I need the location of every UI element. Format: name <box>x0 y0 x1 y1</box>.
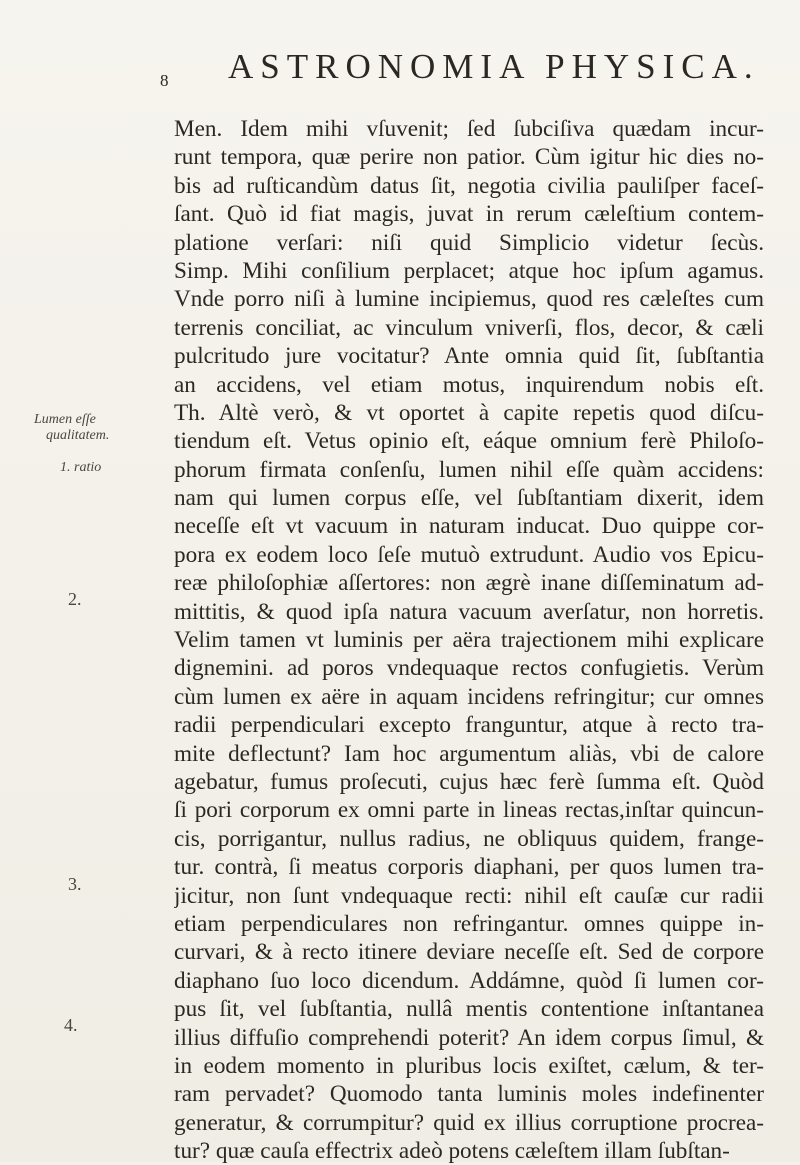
margin-note-ratio-1: 1. ratio <box>60 460 102 475</box>
text-line: etiam perpendiculares non refringantur. omnes quippe in- <box>174 910 764 937</box>
text-line: terrenis conciliat, ac vinculum vniverſi, flos, decor, & cæli <box>174 314 764 341</box>
margin-note-qualitatem: qualitatem. <box>46 428 110 443</box>
text-line: jicitur, non ſunt vndequaque recti: nihil eſt cauſæ cur radii <box>174 882 764 909</box>
text-line: an accidens, vel etiam motus, inquirendum nobis eſt. <box>174 371 764 398</box>
text-line: Simp. Mihi conſilium perplacet; atque hoc ipſum agamus. <box>174 257 764 284</box>
body-text <box>174 115 764 1165</box>
text-line: pora ex eodem loco ſeſe mutuò extrudunt. Audio vos Epicu- <box>174 541 764 568</box>
text-line: radii perpendiculari excepto franguntur, atque à recto tra- <box>174 712 764 739</box>
text-line: Th. Altè verò, & vt oportet à capite repetis quod diſcu- <box>174 399 764 426</box>
margin-note-number-2: 2. <box>68 589 82 609</box>
text-line: illius diffuſio comprehendi poterit? An idem corpus ſimul, & <box>174 1024 764 1051</box>
text-line: neceſſe eſt vt vacuum in naturam inducat. Duo quippe cor- <box>174 513 764 540</box>
text-line: cis, porrigantur, nullus radius, ne obliquus quidem, frange- <box>174 825 764 852</box>
text-line: in eodem momento in pluribus locis exiſtet, cælum, & ter- <box>174 1052 764 1079</box>
text-line: ſant. Quò id fiat magis, juvat in rerum cæleſtium contem- <box>174 201 764 228</box>
text-line: cùm lumen ex aëre in aquam incidens refringitur; cur omnes <box>174 683 764 710</box>
text-line: tiendum eſt. Vetus opinio eſt, eáque omnium ferè Philoſo- <box>174 428 764 455</box>
text-line: ſi pori corporum ex omni parte in lineas rectas,inſtar quincun- <box>174 797 764 824</box>
text-line: curvari, & à recto itinere deviare neceſſe eſt. Sed de corpore <box>174 939 764 966</box>
text-line: tur? quæ cauſa effectrix adeò potens cæleſtem illam ſubſtan- <box>174 1138 730 1165</box>
text-line: bis ad ruſticandùm datus ſit, negotia civilia pauliſper faceſ- <box>174 172 764 199</box>
text-line: tur. contrà, ſi meatus corporis diaphani, per quos lumen tra- <box>174 854 764 881</box>
text-line: mite deflectunt? Iam hoc argumentum aliàs, vbi de calore <box>174 740 764 767</box>
text-line: diaphano ſuo loco dicendum. Addámne, quòd ſi lumen cor- <box>174 967 764 994</box>
text-line: Men. Idem mihi vſuvenit; ſed ſubciſiva quædam incur- <box>174 116 764 142</box>
text-line: dignemini. ad poros vndequaque rectos confugietis. Verùm <box>174 655 764 682</box>
text-line: pulcritudo jure vocitatur? Ante omnia quid ſit, ſubſtantia <box>174 343 764 370</box>
text-line: nam qui lumen corpus eſſe, vel ſubſtantiam dixerit, idem <box>174 485 764 512</box>
running-title: ASTRONOMIA PHYSICA. <box>228 47 760 86</box>
margin-note-number-4: 4. <box>64 1015 78 1035</box>
margin-notes <box>0 0 170 1162</box>
text-line: platione verſari: niſi quid Simplicio videtur ſecùs. <box>174 229 764 256</box>
page-number: 8 <box>160 71 169 90</box>
text-line: Velim tamen vt luminis per aëra trajectionem mihi explicare <box>174 627 764 654</box>
text-line: mittitis, & quod ipſa natura vacuum averſatur, non horretis. <box>174 598 764 625</box>
text-line: generatur, & corrumpitur? quid ex illius corruptione procrea- <box>174 1109 764 1136</box>
text-line: pus ſit, vel ſubſtantia, nullâ mentis contentione inſtantanea <box>174 996 764 1023</box>
text-line: ram pervadet? Quomodo tanta luminis moles indefinenter <box>174 1081 764 1108</box>
margin-note-number-3: 3. <box>68 874 82 894</box>
text-line: reæ philoſophiæ aſſertores: non ægrè inane diſſeminatum ad- <box>174 570 764 597</box>
text-line: runt tempora, quæ perire non patior. Cùm igitur hic dies no- <box>174 144 764 171</box>
text-line: phorum firmata conſenſu, lumen nihil eſſe quàm accidens: <box>174 456 764 483</box>
text-line: Vnde porro niſi à lumine incipiemus, quod res cæleſtes cum <box>174 286 764 313</box>
text-line: agebatur, fumus proſecuti, cujus hæc ferè ſumma eſt. Quòd <box>174 768 764 795</box>
margin-note-lumen-esse: Lumen eſſe <box>34 412 96 427</box>
